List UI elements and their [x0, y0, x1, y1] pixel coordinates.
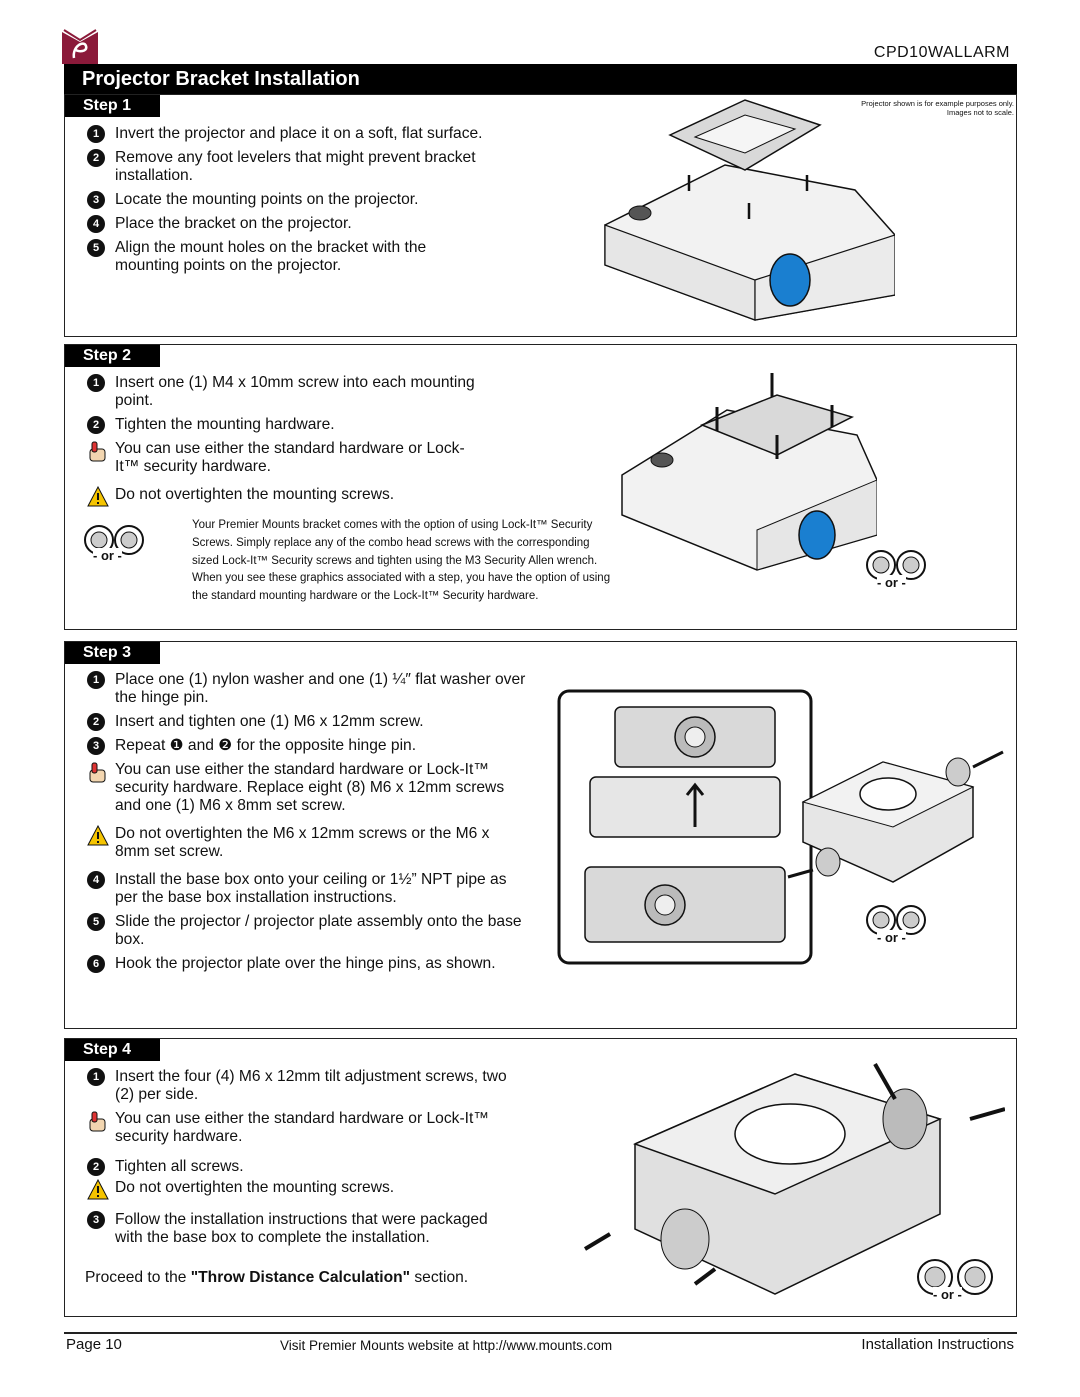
list-item: 3 Follow the installation instructions that were packaged with the base box to complete the installation. [87, 1211, 507, 1247]
step-2-section [64, 344, 1017, 630]
step-1-instructions [87, 125, 487, 275]
step-4-section [64, 1038, 1017, 1317]
model-number: CPD10WALLARM [873, 44, 1010, 61]
page-number: Page 10 [66, 1336, 122, 1353]
list-item: 3 Locate the mounting points on the projector. [87, 191, 487, 209]
list-item: 6 Hook the projector plate over the hinge pins, as shown. [87, 955, 527, 973]
list-item: 5 Align the mount holes on the bracket with the mounting points on the projector. [87, 239, 487, 275]
list-item: Do not overtighten the M6 x 12mm screws or the M6 x 8mm set screw. [87, 825, 527, 861]
step-4-label: Step 4 [65, 1039, 160, 1061]
proceed-note: Proceed to the "Throw Distance Calculation" section. [85, 1269, 469, 1286]
list-item: 4 Install the base box onto your ceiling or 1½” NPT pipe as per the base box installation instructions. [87, 871, 527, 907]
base-box-illustration [773, 742, 1013, 892]
hand-icon [87, 761, 109, 783]
bracket-screws-illustration [617, 355, 877, 575]
lock-it-note: Your Premier Mounts bracket comes with the option of using Lock-It™ Security Screws. Simply replace any of the combo head screws with the corresponding sized Lock-It™ Security screws and tighten using the M3 Security Allen wrench. When you see these graphics associated with a step, you have the option of using the standard mounting hardware or the Lock-It™ Security hardware. [192, 519, 611, 603]
list-item: 2 Remove any foot levelers that might prevent bracket installation. [87, 149, 487, 185]
or-label: - or - [93, 548, 122, 563]
step-4-instructions [87, 1068, 507, 1247]
premier-mounts-logo [62, 28, 98, 64]
list-item: 1 Insert one (1) M4 x 10mm screw into each mounting point. [87, 374, 487, 410]
step-1-label: Step 1 [65, 95, 160, 117]
list-item: 3 Repeat ❶ and ❷ for the opposite hinge pin. [87, 737, 527, 755]
list-item: You can use either the standard hardware or Lock-It™ security hardware. [87, 1110, 507, 1146]
list-item: 2 Tighten all screws. [87, 1158, 507, 1176]
list-item: 2 Insert and tighten one (1) M6 x 12mm screw. [87, 713, 527, 731]
list-item: You can use either the standard hardware or Lock-It™ security hardware. [87, 440, 487, 476]
list-item: 5 Slide the projector / projector plate assembly onto the base box. [87, 913, 527, 949]
warning-icon [87, 825, 109, 847]
document-title: Installation Instructions [861, 1336, 1014, 1353]
page-title: Projector Bracket Installation [64, 64, 1017, 94]
step-1-section [64, 94, 1017, 337]
step-2-label: Step 2 [65, 345, 160, 367]
list-item: 1 Insert the four (4) M6 x 12mm tilt adjustment screws, two (2) per side. [87, 1068, 507, 1104]
list-item: 4 Place the bracket on the projector. [87, 215, 487, 233]
or-label: - or - [933, 1287, 962, 1302]
step-2-instructions [87, 374, 487, 508]
footer-divider [64, 1332, 1017, 1334]
projector-bracket-illustration [595, 95, 895, 330]
disclaimer: Projector shown is for example purposes only. Images not to scale. [861, 99, 1014, 117]
or-label: - or - [877, 930, 906, 945]
or-label: - or - [877, 575, 906, 590]
step-3-label: Step 3 [65, 642, 160, 664]
list-item: 2 Tighten the mounting hardware. [87, 416, 487, 434]
list-item: 1 Place one (1) nylon washer and one (1) ¼″ flat washer over the hinge pin. [87, 671, 527, 707]
throw-distance-link[interactable]: "Throw Distance Calculation" [190, 1269, 411, 1286]
hand-icon [87, 440, 109, 462]
website-link[interactable]: Visit Premier Mounts website at http://www.mounts.com [280, 1338, 613, 1353]
hand-icon [87, 1110, 109, 1132]
step-3-instructions [87, 671, 527, 973]
list-item: You can use either the standard hardware or Lock-It™ security hardware. Replace eight (8) M6 x 12mm screws and one (1) M6 x 8mm set screw. [87, 761, 527, 815]
warning-icon [87, 486, 109, 508]
warning-icon [87, 1179, 109, 1201]
list-item: Do not overtighten the mounting screws. [87, 1179, 507, 1201]
list-item: 1 Invert the projector and place it on a soft, flat surface. [87, 125, 487, 143]
step-3-section [64, 641, 1017, 1029]
list-item: Do not overtighten the mounting screws. [87, 486, 487, 508]
